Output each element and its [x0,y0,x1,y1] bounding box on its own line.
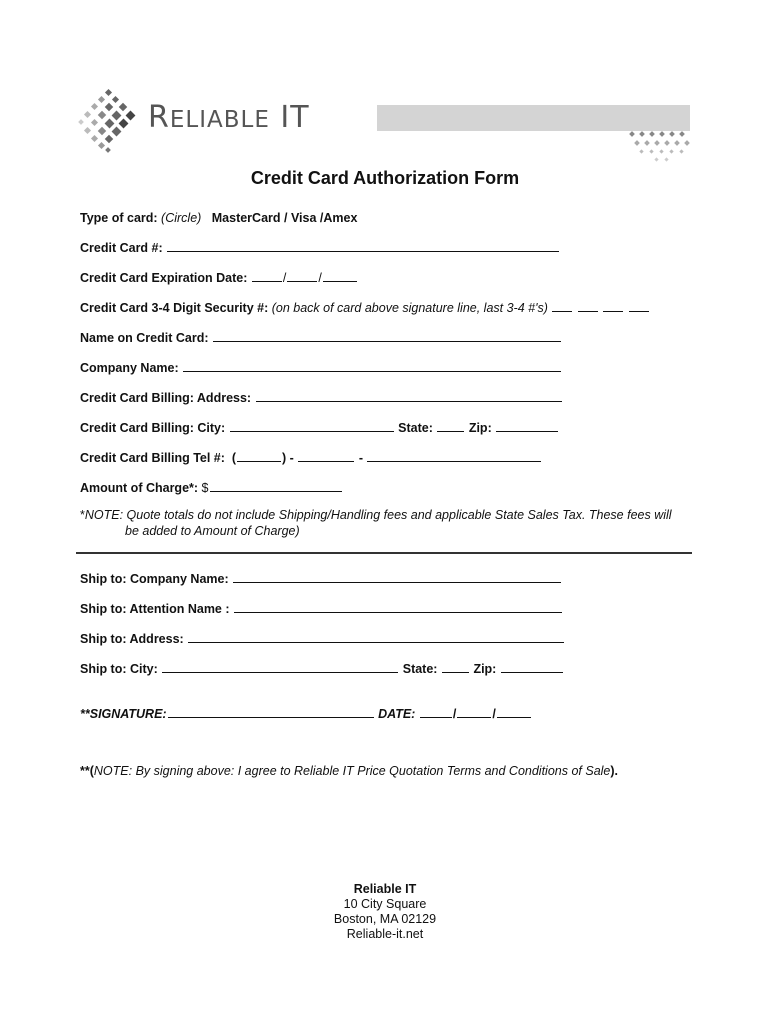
card-type-row [80,210,357,226]
company-address [0,882,770,942]
billing-address-row [80,390,563,406]
billing-tel-number-field[interactable] [367,450,541,462]
company-website: Reliable-it.net [346,927,424,941]
note-line-2: be added to Amount of Charge) [125,524,300,538]
ship-attention-label: Ship to: Attention Name : [80,602,230,616]
signature-date-year[interactable] [497,706,531,718]
ship-city-label: Ship to: City: [80,662,158,676]
expiration-month-field[interactable] [252,270,282,282]
expiration-year-field[interactable] [323,270,357,282]
address-city: Boston, MA 02129 [333,912,437,926]
ship-city-field[interactable] [162,661,398,673]
section-divider [76,552,692,554]
ship-company-label: Ship to: Company Name: [80,572,229,586]
ship-company-field[interactable] [233,571,561,583]
signature-field[interactable] [168,706,374,718]
security-digit-1[interactable] [552,300,572,312]
billing-state-field[interactable] [437,420,464,432]
expiration-row: Credit Card Expiration Date: / / [80,270,358,286]
ship-zip-label: Zip: [473,662,497,676]
signature-date-label: DATE: [378,707,416,721]
footnote-text: NOTE: By signing above: I agree to Reliable IT Price Quotation Terms and Conditions of Sale [93,764,611,778]
note-line-1: NOTE: Quote totals do not include Shipping/Handling fees and applicable State Sales Tax. These fees will [84,508,672,522]
form-title: Credit Card Authorization Form [250,168,520,188]
billing-tel-area-field[interactable] [237,450,281,462]
name-on-card-label: Name on Credit Card: [80,331,209,345]
expiration-label: Credit Card Expiration Date: [80,271,248,285]
company-name-row [80,360,562,376]
expiration-day-field[interactable] [287,270,317,282]
billing-tel-label: Credit Card Billing Tel #: [80,451,225,465]
security-hint: (on back of card above signature line, last 3-4 #'s) [271,301,548,315]
billing-city-row [80,420,559,436]
billing-city-label: Credit Card Billing: City: [80,421,226,435]
cc-number-label: Credit Card #: [80,241,163,255]
amount-label: Amount of Charge*: [80,481,199,495]
ship-attention-field[interactable] [234,601,562,613]
ship-zip-field[interactable] [501,661,563,673]
company-name-field[interactable] [183,360,561,372]
card-type-options[interactable]: MasterCard / Visa /Amex [211,211,358,225]
amount-row [80,480,343,496]
security-digit-4[interactable] [629,300,649,312]
billing-zip-field[interactable] [496,420,558,432]
signature-label: **SIGNATURE: [80,707,167,721]
address-street: 10 City Square [343,897,427,911]
ship-address-label: Ship to: Address: [80,632,184,646]
ship-address-field[interactable] [188,631,564,643]
name-on-card-field[interactable] [213,330,561,342]
signature-date-day[interactable] [457,706,491,718]
company-logo-wordmark: RELIABLE IT [148,100,310,135]
signature-row: **SIGNATURE: DATE: / / [80,706,532,722]
ship-city-row [80,661,564,677]
cc-number-row [80,240,560,256]
security-digit-3[interactable] [603,300,623,312]
ship-attention-row [80,601,563,617]
ship-state-label: State: [402,662,438,676]
billing-state-label: State: [398,421,433,435]
header-bar [377,105,690,131]
footnote-suffix: ). [610,764,619,778]
billing-address-field[interactable] [256,390,562,402]
ship-state-field[interactable] [442,661,469,673]
dollar-sign: $ [201,481,209,495]
billing-address-label: Credit Card Billing: Address: [80,391,252,405]
tax-note [80,507,700,539]
company-name-label: Company Name: [80,361,179,375]
company-name: Reliable IT [353,882,417,896]
cc-number-field[interactable] [167,240,559,252]
security-label: Credit Card 3-4 Digit Security #: [80,301,269,315]
footnote-prefix: **( [80,764,94,778]
agreement-footnote [80,764,618,778]
billing-city-field[interactable] [230,420,394,432]
ship-address-row [80,631,565,647]
billing-tel-prefix-field[interactable] [298,450,354,462]
amount-field[interactable] [210,480,342,492]
billing-zip-label: Zip: [468,421,492,435]
decorative-dots-icon [628,130,692,166]
company-logo-icon [78,88,142,154]
card-type-hint: (Circle) [161,211,202,225]
note-star: * [80,508,85,522]
card-type-label: Type of card: [80,211,158,225]
signature-date-month[interactable] [420,706,452,718]
billing-tel-row: Credit Card Billing Tel #: ( ) - - [80,450,542,466]
security-row [80,300,650,316]
name-on-card-row [80,330,562,346]
ship-company-row [80,571,562,587]
security-digit-2[interactable] [578,300,598,312]
